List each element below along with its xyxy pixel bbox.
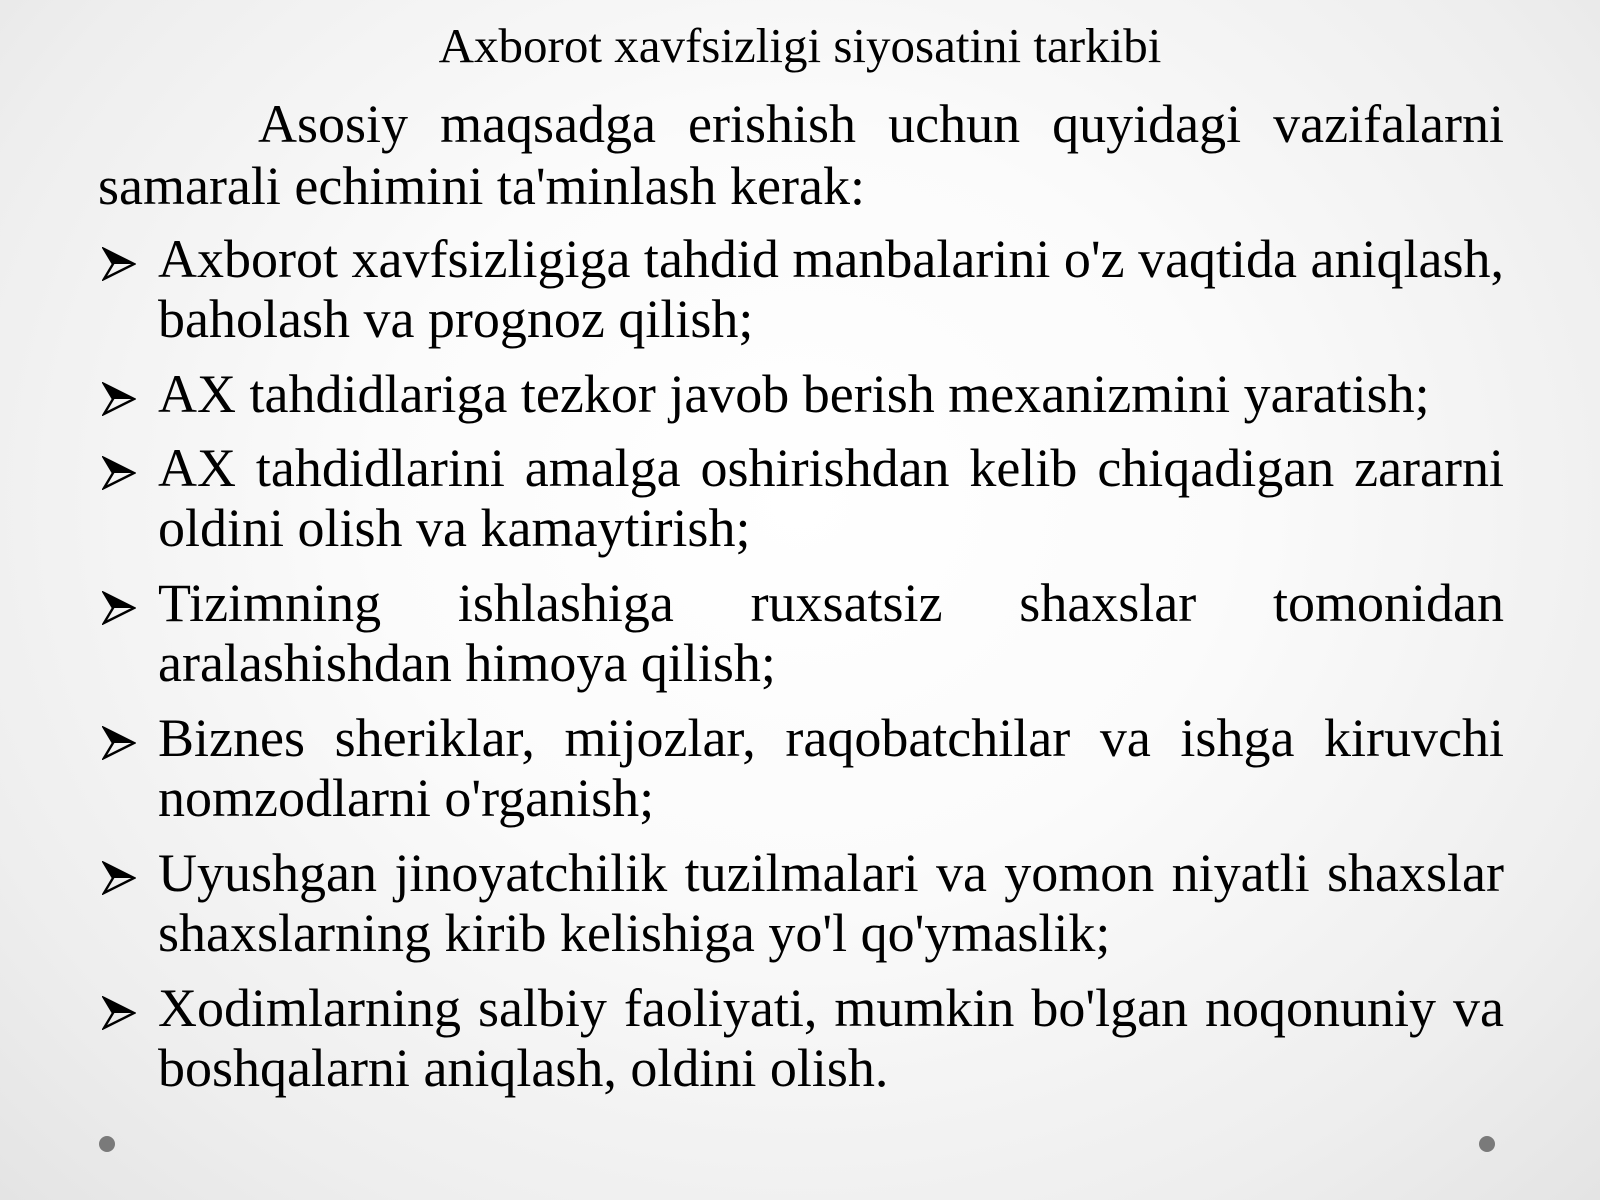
arrowhead-bullet-icon <box>102 726 136 760</box>
list-item-text: AX tahdidlarini amalga oshirishdan kelib chiqadigan zararni oldini olish va kamaytirish; <box>158 438 1504 558</box>
arrowhead-bullet-icon <box>102 382 136 416</box>
list-item-text: Biznes sheriklar, mijozlar, raqobatchilar va ishga kiruvchi nomzodlarni o'rganish; <box>158 708 1504 828</box>
decorative-dot-right <box>1479 1136 1495 1152</box>
intro-paragraph: Asosiy maqsadga erishish uchun quyidagi vazifalarni samarali echimini ta'minlash kerak: <box>98 94 1504 216</box>
arrowhead-bullet-icon <box>102 996 136 1030</box>
list-item-text: Tizimning ishlashiga ruxsatsiz shaxslar tomonidan aralashishdan himoya qilish; <box>158 573 1504 693</box>
list-item-text: AX tahdidlariga tezkor javob berish mexanizmini yaratish; <box>158 364 1430 424</box>
list-item <box>98 843 1504 963</box>
arrowhead-bullet-icon <box>102 861 136 895</box>
arrowhead-bullet-icon <box>102 591 136 625</box>
slide-title: Axborot xavfsizligi siyosatini tarkibi <box>438 18 1162 73</box>
decorative-dot-left <box>99 1136 115 1152</box>
list-item <box>98 573 1504 693</box>
list-item-text: Uyushgan jinoyatchilik tuzilmalari va yomon niyatli shaxslar shaxslarning kirib kelishiga yo'l qo'ymaslik; <box>158 843 1504 963</box>
list-item <box>98 438 1504 558</box>
list-item <box>98 978 1504 1098</box>
task-list <box>98 229 1504 1113</box>
list-item-text: Xodimlarning salbiy faoliyati, mumkin bo'lgan noqonuniy va boshqalarni aniqlash, oldini olish. <box>158 978 1504 1098</box>
list-item <box>98 364 1504 424</box>
list-item-text: Axborot xavfsizligiga tahdid manbalarini o'z vaqtida aniqlash, baholash va prognoz qilish; <box>158 229 1504 349</box>
arrowhead-bullet-icon <box>102 247 136 281</box>
list-item <box>98 708 1504 828</box>
arrowhead-bullet-icon <box>102 456 136 490</box>
list-item <box>98 229 1504 349</box>
